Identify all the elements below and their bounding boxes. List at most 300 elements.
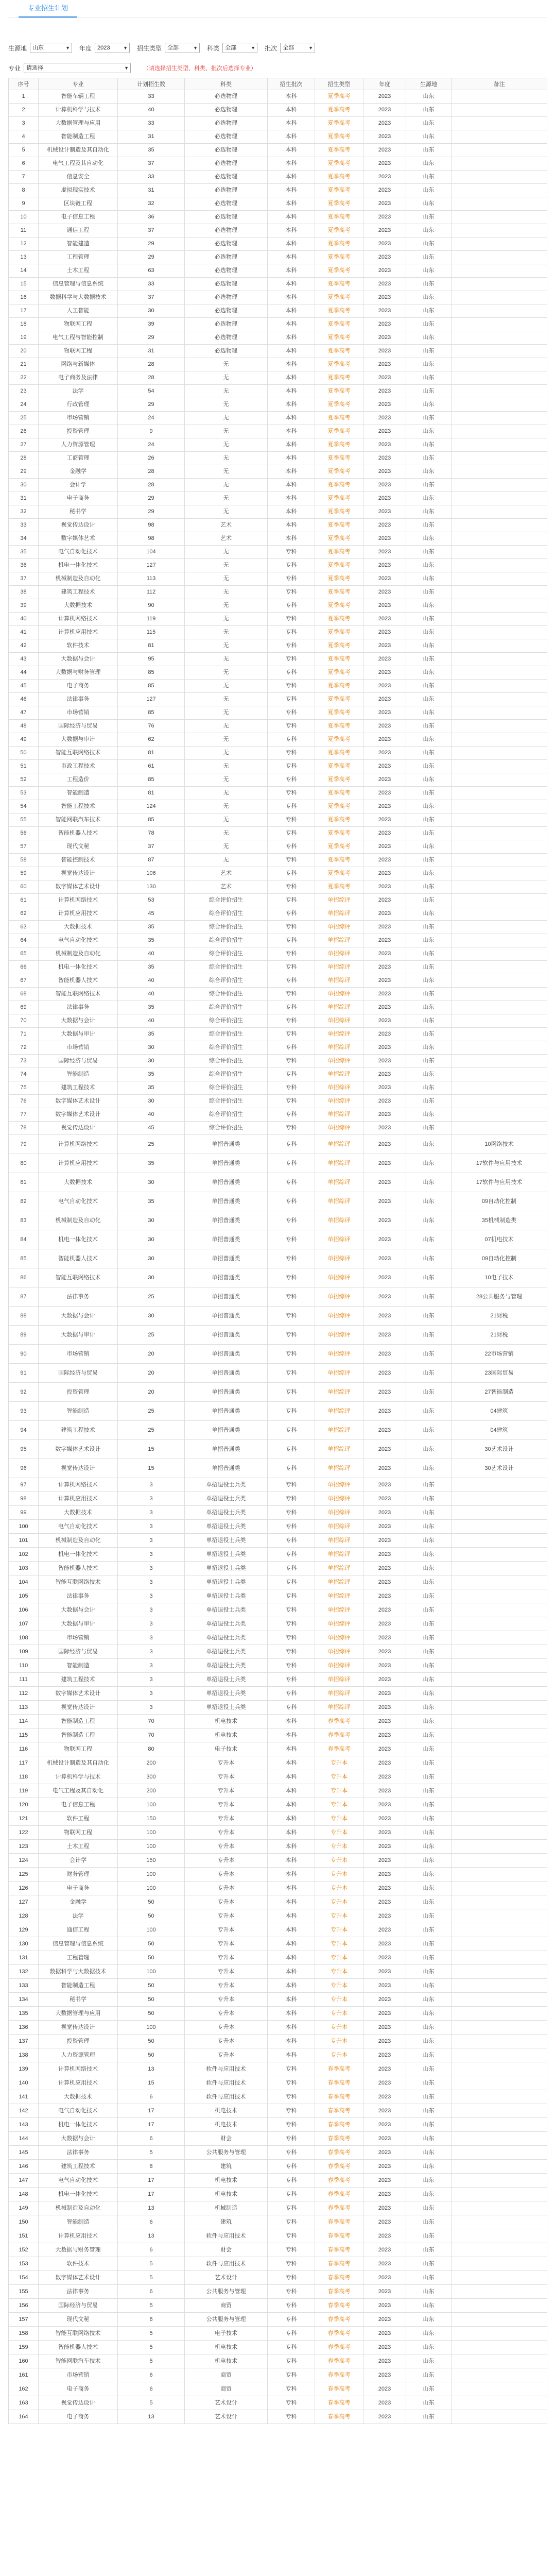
row-major: 电气自动化技术 [39, 2174, 118, 2188]
row-year: 2023 [363, 2341, 406, 2354]
row-subject: 专升本 [185, 1923, 268, 1937]
row-region: 山东 [406, 1173, 452, 1192]
row-type: 单招综评 [315, 1307, 363, 1326]
row-index: 83 [9, 1211, 39, 1230]
row-count: 3 [118, 1506, 185, 1520]
row-region: 山东 [406, 613, 452, 626]
row-region: 山东 [406, 304, 452, 318]
row-major: 软件技术 [39, 639, 118, 653]
row-type: 单招综评 [315, 1249, 363, 1268]
row-region: 山东 [406, 773, 452, 787]
row-index: 28 [9, 452, 39, 465]
row-index: 41 [9, 626, 39, 639]
row-year: 2023 [363, 304, 406, 318]
row-note [452, 117, 547, 130]
row-batch: 专科 [268, 1421, 315, 1440]
row-subject: 单招普通类 [185, 1154, 268, 1173]
table-row [9, 238, 547, 251]
row-major: 大数据技术 [39, 921, 118, 934]
row-type: 单招综评 [315, 961, 363, 974]
row-count: 31 [118, 345, 185, 358]
row-major: 计算机网络技术 [39, 894, 118, 907]
row-subject: 无 [185, 599, 268, 613]
row-count: 35 [118, 1001, 185, 1014]
row-subject: 专升本 [185, 1993, 268, 2007]
table-row [9, 1154, 547, 1173]
batch-value: 全部 [283, 45, 294, 51]
row-batch: 专科 [268, 2146, 315, 2160]
row-batch: 专科 [268, 2132, 315, 2146]
table-row [9, 264, 547, 278]
row-batch: 专科 [268, 814, 315, 827]
row-major: 智能机器人技术 [39, 827, 118, 840]
row-year: 2023 [363, 1041, 406, 1055]
row-type: 夏季高考 [315, 211, 363, 224]
row-year: 2023 [363, 385, 406, 398]
row-subject: 机电技术 [185, 2174, 268, 2188]
row-subject: 机电技术 [185, 2104, 268, 2118]
row-subject: 公共服务与管理 [185, 2146, 268, 2160]
table-row [9, 1520, 547, 1534]
table-row [9, 2062, 547, 2076]
row-major: 电子商务 [39, 1882, 118, 1895]
col-major-header: 专业 [39, 78, 118, 90]
row-major: 视觉传达设计 [39, 1701, 118, 1715]
row-note [452, 505, 547, 519]
row-major: 数字媒体艺术 [39, 532, 118, 546]
row-type: 夏季高考 [315, 492, 363, 505]
row-batch: 本科 [268, 197, 315, 211]
row-major: 信息安全 [39, 171, 118, 184]
row-year: 2023 [363, 452, 406, 465]
major-select[interactable] [24, 63, 131, 73]
col-type-header: 招生类型 [315, 78, 363, 90]
row-subject: 软件与应用技术 [185, 2090, 268, 2104]
row-subject: 专升本 [185, 1854, 268, 1868]
table-row [9, 2285, 547, 2299]
row-major: 智能制造 [39, 1068, 118, 1081]
row-subject: 单招退役士兵类 [185, 1562, 268, 1575]
row-batch: 专科 [268, 2118, 315, 2132]
row-region: 山东 [406, 2354, 452, 2368]
plan-table [8, 78, 547, 2424]
row-count: 37 [118, 291, 185, 304]
row-subject: 无 [185, 639, 268, 653]
row-year: 2023 [363, 1673, 406, 1687]
row-year: 2023 [363, 599, 406, 613]
row-note: 17软件与应用技术 [452, 1154, 547, 1173]
row-batch: 专科 [268, 1192, 315, 1211]
row-year: 2023 [363, 2076, 406, 2090]
row-batch: 专科 [268, 907, 315, 921]
table-row [9, 1937, 547, 1951]
row-type: 单招综评 [315, 1506, 363, 1520]
row-count: 30 [118, 1095, 185, 1108]
row-region: 山东 [406, 666, 452, 680]
row-type: 春季高考 [315, 2271, 363, 2285]
row-major: 计算机应用技术 [39, 2229, 118, 2243]
row-count: 70 [118, 1728, 185, 1742]
row-note [452, 1548, 547, 1562]
table-row [9, 1617, 547, 1631]
row-note [452, 2341, 547, 2354]
row-type: 夏季高考 [315, 747, 363, 760]
table-row [9, 2354, 547, 2368]
row-subject: 必选物理 [185, 184, 268, 197]
row-major: 机械制造及自动化 [39, 1211, 118, 1230]
row-type: 夏季高考 [315, 505, 363, 519]
row-subject: 单招普通类 [185, 1402, 268, 1421]
row-batch: 本科 [268, 1965, 315, 1979]
row-subject: 建筑 [185, 2215, 268, 2229]
row-region: 山东 [406, 653, 452, 666]
row-region: 山东 [406, 586, 452, 599]
row-batch: 本科 [268, 144, 315, 157]
table-row [9, 559, 547, 572]
row-major: 大数据与财务管理 [39, 2243, 118, 2257]
row-batch: 本科 [268, 278, 315, 291]
row-note [452, 1951, 547, 1965]
table-row [9, 90, 547, 104]
row-count: 30 [118, 1173, 185, 1192]
row-major: 电气工程与智能控制 [39, 331, 118, 345]
row-count: 29 [118, 505, 185, 519]
row-count: 35 [118, 1028, 185, 1041]
row-type: 春季高考 [315, 2062, 363, 2076]
row-major: 计算机科学与技术 [39, 104, 118, 117]
row-batch: 专科 [268, 2382, 315, 2396]
row-index: 152 [9, 2243, 39, 2257]
row-type: 单招综评 [315, 1173, 363, 1192]
row-count: 3 [118, 1562, 185, 1575]
row-region: 山东 [406, 318, 452, 331]
row-type: 单招综评 [315, 1268, 363, 1287]
row-subject: 无 [185, 613, 268, 626]
row-count: 30 [118, 1307, 185, 1326]
row-note [452, 264, 547, 278]
row-count: 5 [118, 2257, 185, 2271]
row-major: 建筑工程技术 [39, 1673, 118, 1687]
row-index: 35 [9, 546, 39, 559]
row-count: 29 [118, 331, 185, 345]
row-subject: 机电技术 [185, 2341, 268, 2354]
row-index: 84 [9, 1230, 39, 1249]
table-row [9, 1028, 547, 1041]
row-type: 单招综评 [315, 1548, 363, 1562]
table-row [9, 934, 547, 947]
row-batch: 本科 [268, 412, 315, 425]
row-batch: 专科 [268, 1326, 315, 1345]
row-year: 2023 [363, 291, 406, 304]
row-subject: 无 [185, 438, 268, 452]
row-index: 46 [9, 693, 39, 706]
row-batch: 专科 [268, 733, 315, 747]
row-note [452, 1028, 547, 1041]
row-major: 大数据管理与应用 [39, 2007, 118, 2021]
table-row [9, 465, 547, 479]
row-note [452, 2160, 547, 2174]
row-type: 单招综评 [315, 1575, 363, 1589]
row-subject: 必选物理 [185, 117, 268, 130]
row-year: 2023 [363, 680, 406, 693]
row-region: 山东 [406, 1383, 452, 1402]
row-region: 山东 [406, 345, 452, 358]
row-type: 单招综评 [315, 1562, 363, 1575]
row-index: 23 [9, 385, 39, 398]
row-count: 200 [118, 1784, 185, 1798]
row-batch: 专科 [268, 2299, 315, 2313]
table-row [9, 586, 547, 599]
row-count: 17 [118, 2118, 185, 2132]
row-year: 2023 [363, 1081, 406, 1095]
row-type: 夏季高考 [315, 827, 363, 840]
row-count: 50 [118, 1895, 185, 1909]
row-subject: 无 [185, 492, 268, 505]
row-type: 专升本 [315, 1826, 363, 1840]
row-batch: 专科 [268, 1211, 315, 1230]
row-batch: 专科 [268, 961, 315, 974]
row-year: 2023 [363, 1421, 406, 1440]
row-note [452, 144, 547, 157]
row-major: 数据科学与大数据技术 [39, 1965, 118, 1979]
row-type: 春季高考 [315, 2410, 363, 2424]
row-index: 56 [9, 827, 39, 840]
plan-type-select[interactable] [165, 43, 200, 53]
row-region: 山东 [406, 144, 452, 157]
row-index: 40 [9, 613, 39, 626]
row-subject: 综合评价招生 [185, 988, 268, 1001]
row-major: 大数据与会计 [39, 2132, 118, 2146]
table-row [9, 1173, 547, 1192]
row-region: 山东 [406, 1520, 452, 1534]
row-region: 山东 [406, 1701, 452, 1715]
table-row [9, 1589, 547, 1603]
row-batch: 专科 [268, 854, 315, 867]
row-index: 133 [9, 1979, 39, 1993]
row-region: 山东 [406, 238, 452, 251]
row-year: 2023 [363, 1923, 406, 1937]
row-major: 视觉传达设计 [39, 1122, 118, 1135]
subject-select[interactable] [222, 43, 257, 53]
row-type: 夏季高考 [315, 666, 363, 680]
row-count: 3 [118, 1631, 185, 1645]
row-type: 单招综评 [315, 1326, 363, 1345]
row-type: 单招综评 [315, 1345, 363, 1364]
row-year: 2023 [363, 398, 406, 412]
row-count: 20 [118, 1345, 185, 1364]
row-batch: 专科 [268, 2188, 315, 2201]
row-batch: 本科 [268, 371, 315, 385]
row-major: 国际经济与贸易 [39, 1645, 118, 1659]
row-subject: 软件与应用技术 [185, 2229, 268, 2243]
row-region: 山东 [406, 1192, 452, 1211]
table-row [9, 1211, 547, 1230]
major-value: 请选择 [26, 65, 44, 71]
table-row [9, 1014, 547, 1028]
row-count: 100 [118, 1882, 185, 1895]
row-note [452, 1923, 547, 1937]
row-type: 春季高考 [315, 2174, 363, 2188]
row-type: 单招综评 [315, 1520, 363, 1534]
row-region: 山东 [406, 787, 452, 800]
row-index: 63 [9, 921, 39, 934]
row-count: 85 [118, 773, 185, 787]
row-major: 秘书学 [39, 505, 118, 519]
table-row [9, 2007, 547, 2021]
table-row [9, 1756, 547, 1770]
row-major: 法律事务 [39, 2146, 118, 2160]
row-type: 单招综评 [315, 1701, 363, 1715]
row-note [452, 988, 547, 1001]
row-index: 92 [9, 1383, 39, 1402]
row-subject: 单招退役士兵类 [185, 1589, 268, 1603]
table-row [9, 278, 547, 291]
row-count: 13 [118, 2410, 185, 2424]
row-index: 57 [9, 840, 39, 854]
row-note [452, 1868, 547, 1882]
row-subject: 必选物理 [185, 130, 268, 144]
row-major: 机电一体化技术 [39, 2118, 118, 2132]
table-row [9, 2146, 547, 2160]
table-row [9, 492, 547, 505]
row-region: 山东 [406, 2090, 452, 2104]
row-note [452, 2048, 547, 2062]
row-major: 土木工程 [39, 1840, 118, 1854]
row-batch: 专科 [268, 693, 315, 706]
row-index: 150 [9, 2215, 39, 2229]
row-count: 62 [118, 733, 185, 747]
batch-select[interactable] [280, 43, 315, 53]
row-subject: 电子技术 [185, 2327, 268, 2341]
row-type: 夏季高考 [315, 639, 363, 653]
tab-major-plan[interactable]: 专业招生计划 [19, 0, 77, 18]
row-index: 164 [9, 2410, 39, 2424]
row-note [452, 1645, 547, 1659]
table-row [9, 2229, 547, 2243]
row-year: 2023 [363, 2062, 406, 2076]
region-select[interactable] [30, 43, 72, 53]
row-index: 90 [9, 1345, 39, 1364]
table-row [9, 1882, 547, 1895]
row-major: 机电一体化技术 [39, 2188, 118, 2201]
year-select[interactable] [95, 43, 130, 53]
row-count: 50 [118, 1951, 185, 1965]
row-count: 98 [118, 532, 185, 546]
row-year: 2023 [363, 1631, 406, 1645]
table-row [9, 1562, 547, 1575]
row-major: 智能互联网络技术 [39, 1268, 118, 1287]
row-index: 127 [9, 1895, 39, 1909]
row-batch: 专科 [268, 1562, 315, 1575]
table-row [9, 2215, 547, 2229]
row-note [452, 1603, 547, 1617]
row-major: 建筑工程技术 [39, 586, 118, 599]
row-region: 山东 [406, 1575, 452, 1589]
row-count: 3 [118, 1701, 185, 1715]
row-major: 智能制造 [39, 787, 118, 800]
row-note [452, 2035, 547, 2048]
row-note [452, 2410, 547, 2424]
row-type: 春季高考 [315, 2313, 363, 2327]
row-count: 17 [118, 2104, 185, 2118]
row-index: 151 [9, 2229, 39, 2243]
row-major: 法律事务 [39, 693, 118, 706]
row-subject: 专升本 [185, 1951, 268, 1965]
row-index: 59 [9, 867, 39, 880]
row-year: 2023 [363, 1173, 406, 1192]
row-type: 单招综评 [315, 934, 363, 947]
row-index: 100 [9, 1520, 39, 1534]
row-index: 113 [9, 1701, 39, 1715]
row-type: 单招综评 [315, 1230, 363, 1249]
row-index: 141 [9, 2090, 39, 2104]
row-type: 夏季高考 [315, 238, 363, 251]
row-major: 大数据与审计 [39, 1617, 118, 1631]
table-row [9, 358, 547, 371]
row-major: 大数据管理与应用 [39, 117, 118, 130]
row-type: 夏季高考 [315, 90, 363, 104]
row-index: 77 [9, 1108, 39, 1122]
row-year: 2023 [363, 854, 406, 867]
row-major: 市场营销 [39, 1345, 118, 1364]
row-note [452, 693, 547, 706]
row-major: 视觉传达设计 [39, 519, 118, 532]
row-note [452, 251, 547, 264]
row-batch: 本科 [268, 104, 315, 117]
row-note [452, 479, 547, 492]
row-index: 12 [9, 238, 39, 251]
row-index: 44 [9, 666, 39, 680]
row-subject: 专升本 [185, 1812, 268, 1826]
table-row [9, 720, 547, 733]
row-batch: 本科 [268, 425, 315, 438]
chevron-down-icon: ▼ [193, 45, 198, 50]
row-index: 108 [9, 1631, 39, 1645]
row-type: 专升本 [315, 1965, 363, 1979]
row-type: 夏季高考 [315, 358, 363, 371]
plan-type-value: 全部 [167, 45, 179, 51]
row-note [452, 224, 547, 238]
row-note [452, 1937, 547, 1951]
row-index: 103 [9, 1562, 39, 1575]
row-subject: 必选物理 [185, 157, 268, 171]
row-major: 人力资源管理 [39, 438, 118, 452]
row-batch: 专科 [268, 1154, 315, 1173]
row-count: 5 [118, 2396, 185, 2410]
row-type: 春季高考 [315, 2257, 363, 2271]
row-year: 2023 [363, 1840, 406, 1854]
row-subject: 公共服务与管理 [185, 2285, 268, 2299]
row-type: 春季高考 [315, 2341, 363, 2354]
row-type: 单招综评 [315, 1135, 363, 1154]
chevron-down-icon: ▼ [124, 65, 129, 71]
row-count: 100 [118, 1826, 185, 1840]
row-region: 山东 [406, 626, 452, 639]
row-region: 山东 [406, 1798, 452, 1812]
row-type: 夏季高考 [315, 706, 363, 720]
row-batch: 本科 [268, 90, 315, 104]
row-region: 山东 [406, 1041, 452, 1055]
row-subject: 综合评价招生 [185, 921, 268, 934]
row-subject: 商贸 [185, 2299, 268, 2313]
row-count: 15 [118, 1440, 185, 1459]
row-note [452, 398, 547, 412]
row-type: 专升本 [315, 1756, 363, 1770]
row-index: 105 [9, 1589, 39, 1603]
row-type: 春季高考 [315, 2382, 363, 2396]
row-index: 91 [9, 1364, 39, 1383]
row-year: 2023 [363, 2410, 406, 2424]
